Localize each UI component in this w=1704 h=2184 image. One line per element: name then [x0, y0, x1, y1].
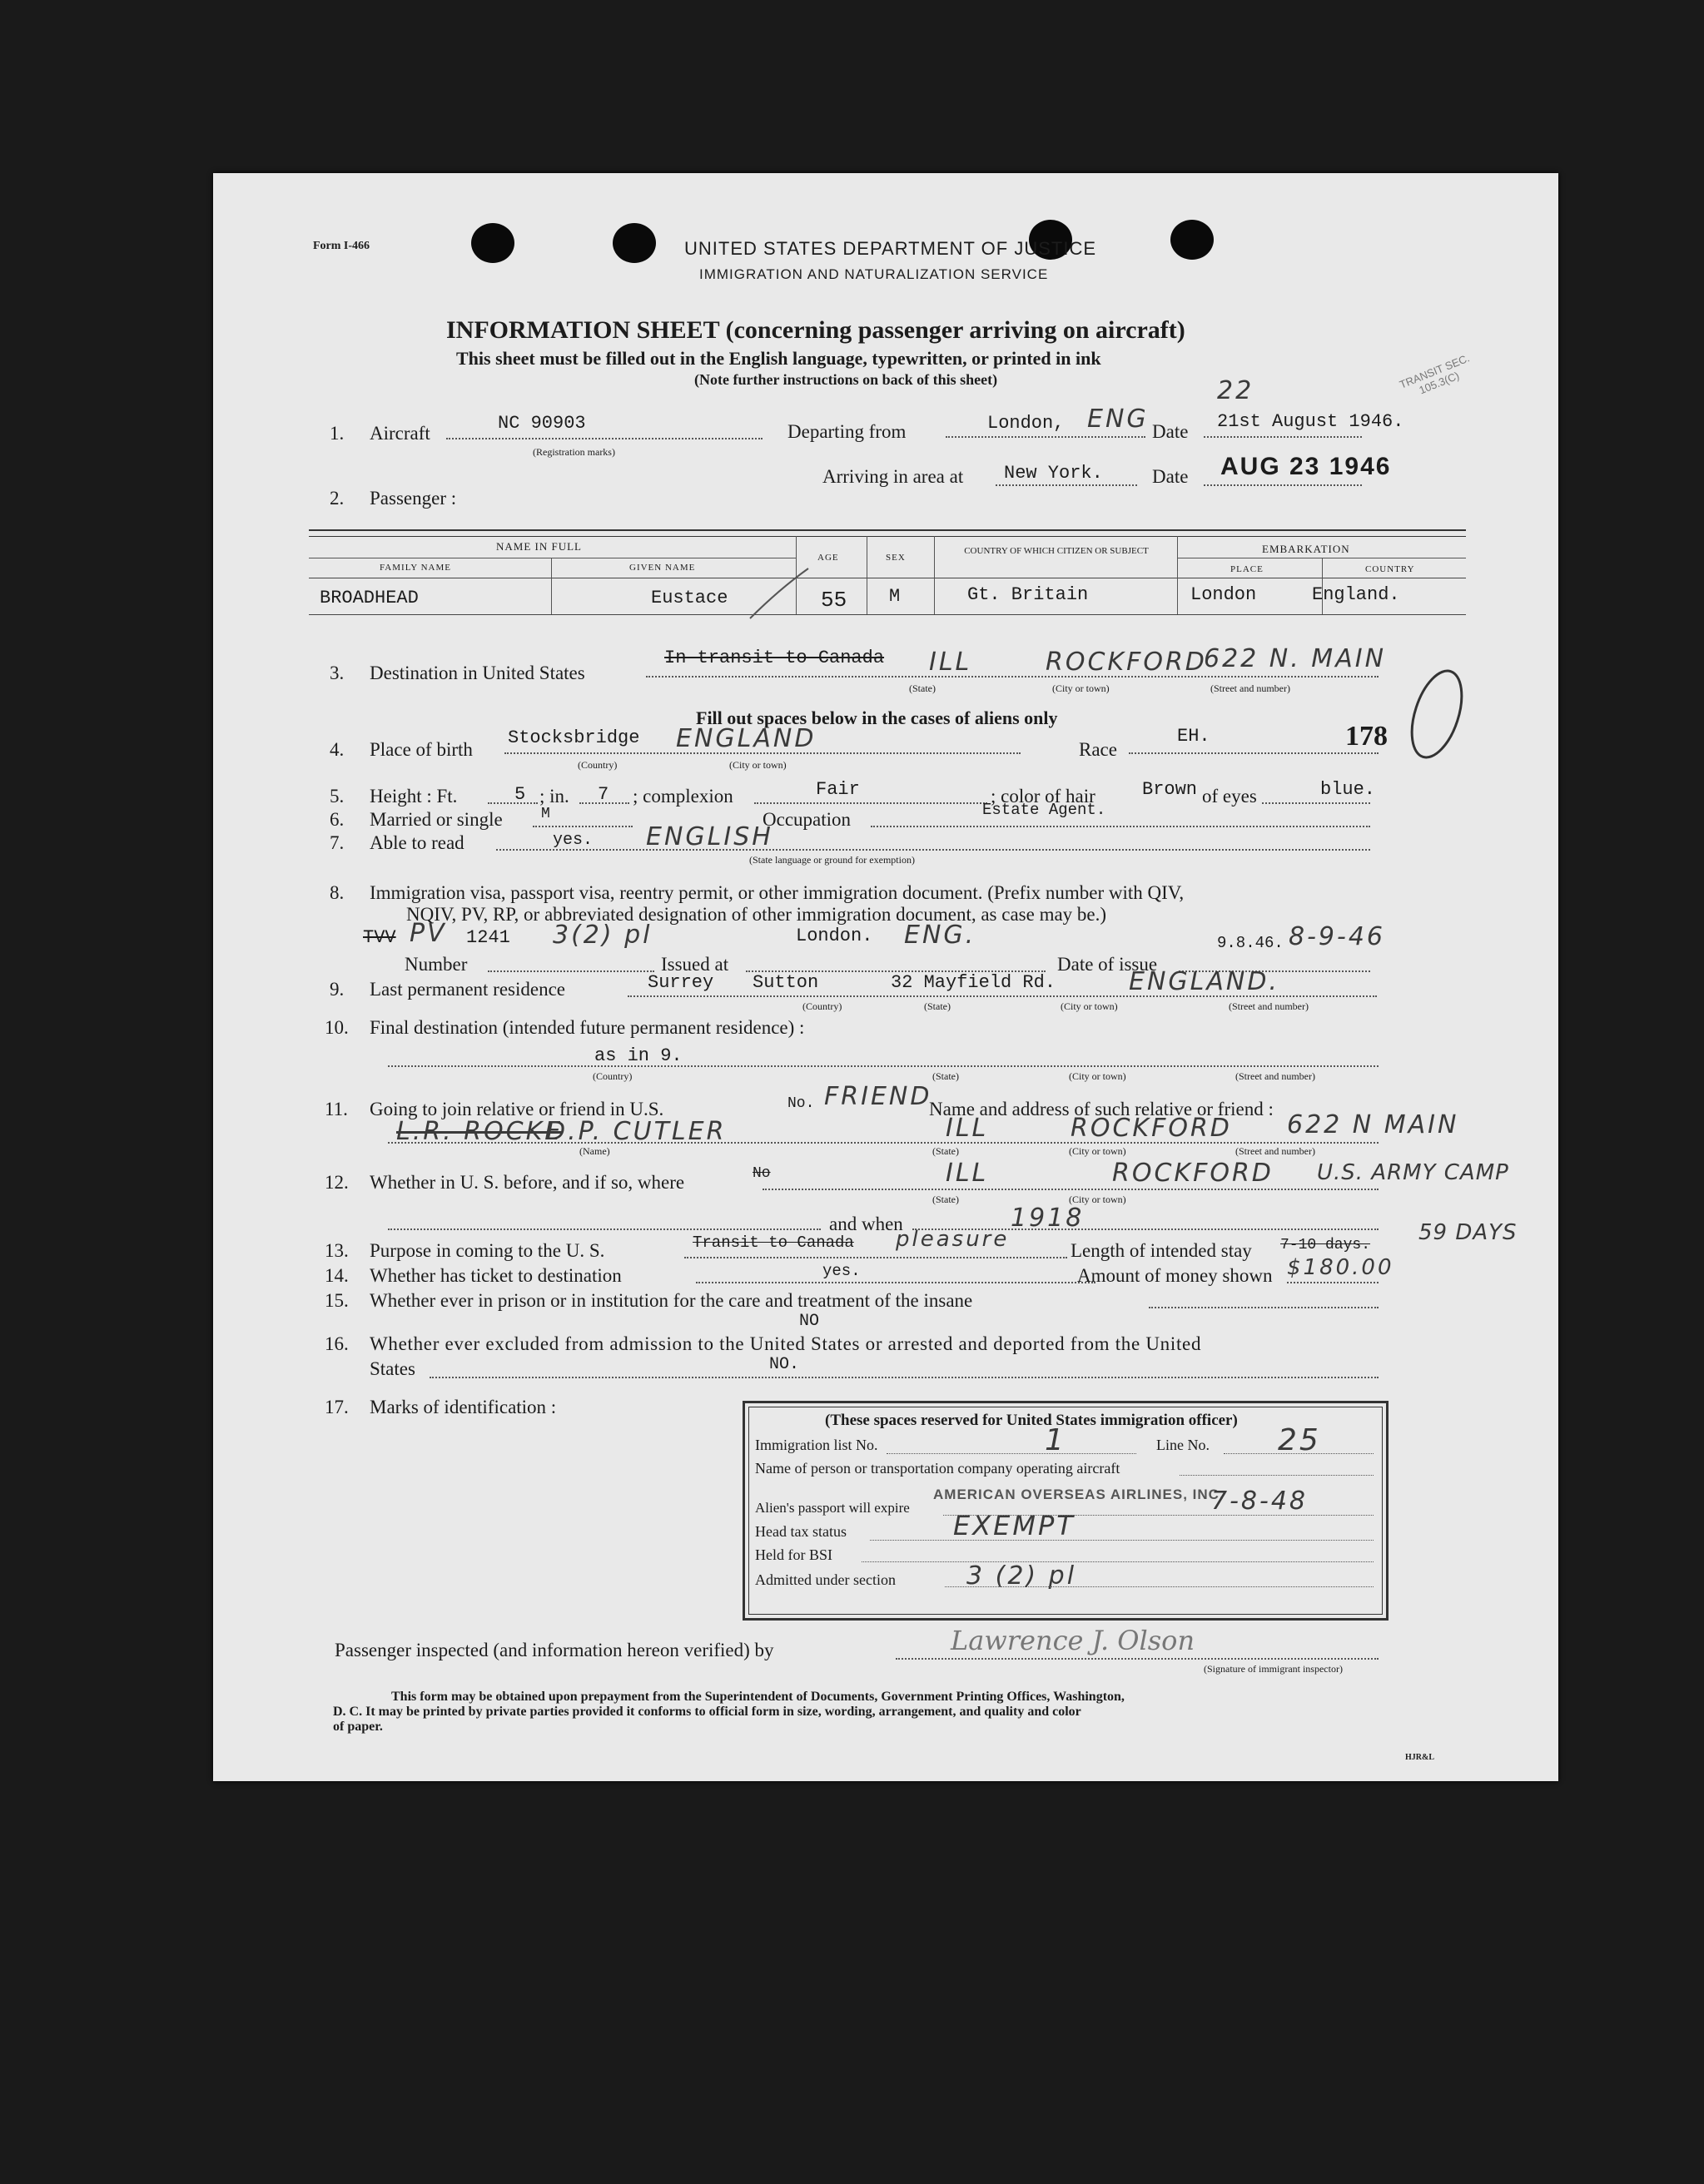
column-header: NAME IN FULL: [496, 540, 582, 553]
aircraft-value: NC 90903: [498, 413, 586, 434]
caption: (State): [932, 1194, 959, 1205]
punch-hole: [1170, 220, 1214, 260]
caption: (State language or ground for exemption): [749, 854, 915, 866]
caption: (City or town): [1069, 1194, 1126, 1205]
caption: (State): [932, 1145, 959, 1157]
excluded-label2: States: [370, 1358, 415, 1379]
residence-country-hand: ENGLAND.: [1129, 967, 1279, 996]
join-no: No.: [787, 1095, 815, 1112]
dotted-line: [579, 802, 629, 804]
dotted-line: [1204, 484, 1362, 486]
residence-label: Last permanent residence: [370, 979, 565, 1000]
dotted-line: [628, 995, 1377, 997]
read-label: Able to read: [370, 832, 465, 853]
column-header: COUNTRY: [1365, 564, 1415, 574]
hair-label: ; color of hair: [991, 786, 1095, 807]
caption: (City or town): [1069, 1070, 1126, 1082]
number-label: Number: [405, 954, 468, 975]
date-value: 21st August 1946.: [1217, 411, 1404, 432]
officer-box-title: (These spaces reserved for United States immigration officer): [825, 1412, 1238, 1429]
transit-stamp: TRANSIT SEC. 105.3(C): [1397, 351, 1472, 397]
caption: (State): [932, 1070, 959, 1082]
race-value: EH.: [1177, 726, 1210, 747]
doc-hand2: 3(2) pl: [553, 921, 653, 950]
residence-city: Sutton: [753, 972, 819, 993]
dotted-line: [388, 1142, 1379, 1144]
eyes-label: of eyes: [1202, 786, 1257, 807]
prison-value: NO: [799, 1312, 820, 1331]
issued-label: Issued at: [661, 954, 729, 975]
dotted-line: [488, 970, 654, 972]
column-header: FAMILY NAME: [380, 563, 451, 573]
item-number: 12.: [325, 1172, 349, 1193]
issue-date-hand: 8-9-46: [1289, 922, 1385, 951]
height-feet: 5: [514, 784, 526, 805]
length-struck: 7-10 days.: [1280, 1237, 1371, 1253]
doc-prefix: TVV: [363, 927, 396, 948]
arriving-value: New York.: [1004, 463, 1103, 484]
dotted-line: [754, 802, 987, 804]
item-number: 5.: [330, 786, 345, 807]
before-street: U.S. ARMY CAMP: [1317, 1160, 1509, 1185]
aircraft-label: Aircraft: [370, 423, 430, 444]
item-number: 3.: [330, 663, 345, 683]
caption: (Signature of immigrant inspector): [1204, 1663, 1343, 1675]
dotted-line: [646, 676, 1379, 678]
tax-label: Head tax status: [755, 1523, 847, 1540]
column-header: AGE: [817, 553, 839, 563]
arriving-label: Arriving in area at: [822, 466, 964, 487]
document-page: [213, 173, 1558, 1781]
footer-text: D. C. It may be printed by private parties provided it conforms to official form in size, wording, arrangement, and quality and color: [333, 1705, 1081, 1719]
destination-typed: In transit to Canada: [664, 648, 885, 668]
race-label: Race: [1079, 739, 1117, 760]
before-city: ROCKFORD: [1112, 1159, 1274, 1188]
excluded-value: NO.: [769, 1355, 800, 1374]
section-label: Admitted under section: [755, 1571, 896, 1588]
dotted-line: [1224, 1453, 1374, 1454]
hair-value: Brown: [1142, 779, 1198, 800]
complexion-label: ; complexion: [633, 786, 733, 807]
issued-hand: ENG.: [904, 921, 976, 950]
money-label: Amount of money shown: [1077, 1265, 1273, 1286]
footer-text: of paper.: [333, 1720, 383, 1734]
date2-label: Date: [1152, 466, 1189, 487]
read-value: yes.: [553, 831, 594, 850]
punch-hole: [613, 223, 656, 263]
dotted-line: [1149, 1307, 1379, 1308]
caption: (City or town): [1061, 1000, 1118, 1012]
occupation-label: Occupation: [763, 809, 852, 830]
item-number: 11.: [325, 1099, 348, 1119]
birth-label: Place of birth: [370, 739, 473, 760]
item-number: 10.: [325, 1017, 349, 1038]
dotted-line: [684, 1257, 1067, 1258]
visa-text: NQIV, PV, RP, or abbreviated designation of other immigration document, as case may be.): [406, 904, 1107, 925]
dotted-line: [388, 1065, 1379, 1067]
pen-stroke: [746, 564, 812, 623]
passenger-label: Passenger :: [370, 488, 457, 509]
caption: (Street and number): [1235, 1145, 1315, 1157]
punch-hole: [471, 223, 514, 263]
tax-value: EXEMPT: [953, 1510, 1076, 1541]
dotted-line: [1180, 1475, 1374, 1476]
dotted-line: [862, 1561, 1374, 1562]
column-header: EMBARKATION: [1262, 543, 1350, 555]
when-value: 1918: [1011, 1204, 1085, 1233]
join-friend: FRIEND: [824, 1082, 932, 1111]
destination-state: ILL: [929, 648, 972, 677]
caption: (Registration marks): [533, 446, 615, 458]
dotted-line: [488, 802, 538, 804]
date-label: Date: [1152, 421, 1189, 442]
caption: (City or town): [729, 759, 787, 771]
ticket-value: yes.: [822, 1262, 861, 1280]
caption: (City or town): [1052, 682, 1110, 694]
dotted-line: [946, 436, 1145, 438]
form-title: INFORMATION SHEET (concerning passenger arriving on aircraft): [446, 316, 1185, 344]
table-cell: Eustace: [651, 588, 728, 608]
destination-street: 622 N. MAIN: [1204, 644, 1387, 673]
table-cell: 55: [821, 588, 847, 613]
identification-label: Marks of identification :: [370, 1397, 557, 1417]
friend-city: ROCKFORD: [1071, 1114, 1232, 1143]
officer-box: [743, 1401, 1389, 1621]
item-number: 4.: [330, 739, 345, 760]
dotted-line: [504, 752, 1021, 754]
residence-country: Surrey: [648, 972, 714, 993]
passport-value: 7-8-48: [1211, 1487, 1308, 1516]
dotted-line: [1262, 802, 1370, 804]
destination-city: ROCKFORD: [1046, 648, 1207, 677]
friend-street: 622 N MAIN: [1287, 1110, 1459, 1139]
form-instruction: This sheet must be filled out in the English language, typewritten, or printed in ink: [456, 348, 1101, 369]
item-number: 8.: [330, 882, 345, 903]
table-cell: Gt. Britain: [967, 584, 1089, 605]
dotted-line: [446, 438, 763, 439]
dotted-line: [870, 1540, 1374, 1541]
inches-label: ; in.: [539, 786, 569, 807]
item-number: 6.: [330, 809, 345, 830]
dotted-line: [996, 484, 1137, 486]
married-value: M: [541, 806, 550, 822]
money-value: $180.00: [1287, 1255, 1394, 1280]
printer-mark: HJR&L: [1405, 1753, 1434, 1762]
name-address-label: Name and address of such relative or friend :: [929, 1099, 1274, 1119]
item-number: 15.: [325, 1290, 349, 1311]
table-cell: London: [1190, 584, 1257, 605]
line-label: Line No.: [1156, 1437, 1210, 1453]
caption: (Country): [802, 1000, 842, 1012]
form-note: (Note further instructions on back of this sheet): [694, 371, 998, 388]
issue-date-label: Date of issue: [1057, 954, 1158, 975]
doc-hand: PV: [410, 919, 447, 948]
doc-number: 1241: [466, 927, 510, 948]
married-label: Married or single: [370, 809, 503, 830]
dotted-line: [696, 1282, 1095, 1283]
before-state: ILL: [946, 1159, 989, 1188]
dotted-line: [533, 826, 633, 827]
purpose-typed: Transit to Canada: [693, 1233, 854, 1252]
when-label: and when: [829, 1214, 903, 1234]
arrival-date-stamp: AUG 23 1946: [1220, 453, 1392, 480]
bsi-label: Held for BSI: [755, 1546, 832, 1563]
department-name: UNITED STATES DEPARTMENT OF JUSTICE: [684, 238, 1097, 259]
issued-typed: London.: [796, 926, 873, 946]
list-value: 1: [1045, 1423, 1066, 1457]
inspector-signature: Lawrence J. Olson: [951, 1625, 1195, 1656]
departing-value: London,: [987, 413, 1065, 434]
service-name: IMMIGRATION AND NATURALIZATION SERVICE: [699, 266, 1049, 282]
height-label: Height : Ft.: [370, 786, 458, 807]
dotted-line: [430, 1377, 1379, 1378]
before-struck: No: [753, 1165, 771, 1182]
column-header: COUNTRY OF WHICH CITIZEN OR SUBJECT: [964, 546, 1149, 556]
dotted-line: [1287, 1282, 1379, 1283]
destination-label: Destination in United States: [370, 663, 585, 683]
friend-name-struck: L.R. ROCKE: [396, 1117, 564, 1146]
purpose-label: Purpose in coming to the U. S.: [370, 1240, 605, 1261]
visa-text: Immigration visa, passport visa, reentry permit, or other immigration document. (Prefix number with QIV,: [370, 882, 1185, 903]
passport-label: Alien's passport will expire: [755, 1500, 910, 1516]
prison-label: Whether ever in prison or in institution for the care and treatment of the insane: [370, 1290, 973, 1311]
line-value: 25: [1278, 1423, 1321, 1457]
item-number: 2.: [330, 488, 345, 509]
caption: (State): [924, 1000, 951, 1012]
ticket-label: Whether has ticket to destination: [370, 1265, 622, 1286]
code-number: 178: [1345, 721, 1388, 752]
dotted-line: [945, 1586, 1374, 1587]
table-cell: M: [889, 586, 901, 607]
pen-oval: [1395, 664, 1478, 764]
form-number: Form I-466: [313, 240, 370, 252]
occupation-value: Estate Agent.: [982, 801, 1106, 819]
dotted-line: [1204, 436, 1362, 438]
caption: (Street and number): [1210, 682, 1290, 694]
excluded-label: Whether ever excluded from admission to the United States or arrested and deported from the United: [370, 1333, 1202, 1354]
item-number: 14.: [325, 1265, 349, 1286]
eyes-value: blue.: [1320, 779, 1376, 800]
dotted-line: [896, 1658, 1379, 1660]
friend-state: ILL: [946, 1114, 989, 1143]
item-number: 17.: [325, 1397, 349, 1417]
final-destination-value: as in 9.: [594, 1045, 683, 1066]
footer-text: This form may be obtained upon prepayment from the Superintendent of Documents, Government Printing Offices, Washington,: [391, 1690, 1125, 1704]
birth-country-hand: ENGLAND: [676, 724, 817, 753]
departing-label: Departing from: [787, 421, 907, 442]
length-label: Length of intended stay: [1071, 1240, 1252, 1261]
dotted-line: [871, 826, 1370, 827]
friend-name: D.P. CUTLER: [546, 1117, 727, 1146]
dotted-line: [887, 1453, 1136, 1454]
company-stamp: AMERICAN OVERSEAS AIRLINES, INC.: [933, 1487, 1225, 1502]
column-header: GIVEN NAME: [629, 563, 696, 573]
dotted-line: [1129, 752, 1379, 754]
final-destination-label: Final destination (intended future permanent residence) :: [370, 1017, 805, 1038]
length-hand: 59 DAYS: [1418, 1220, 1518, 1245]
dotted-line: [388, 1228, 821, 1230]
inspector-label: Passenger inspected (and information hereon verified) by: [335, 1640, 774, 1660]
issue-date-typed: 9.8.46.: [1217, 934, 1284, 952]
item-number: 16.: [325, 1333, 349, 1354]
complexion-value: Fair: [816, 779, 860, 800]
caption: (Name): [579, 1145, 610, 1157]
dotted-line: [763, 1189, 1379, 1190]
item-number: 13.: [325, 1240, 349, 1261]
caption: (Country): [578, 759, 618, 771]
birth-value: Stocksbridge: [508, 727, 640, 748]
read-hand: ENGLISH: [646, 822, 773, 851]
company-label: Name of person or transportation company operating aircraft: [755, 1460, 1120, 1477]
column-header: SEX: [886, 553, 906, 563]
item-number: 9.: [330, 979, 345, 1000]
column-header: PLACE: [1230, 564, 1264, 574]
date-hand: 22: [1217, 376, 1254, 405]
height-inches: 7: [598, 784, 609, 805]
purpose-hand: pleasure: [896, 1227, 1010, 1252]
section-value: 3 (2) pl: [966, 1561, 1077, 1591]
table-cell: BROADHEAD: [320, 588, 419, 608]
caption: (Street and number): [1229, 1000, 1309, 1012]
table-cell: England.: [1312, 584, 1400, 605]
item-number: 1.: [330, 423, 345, 444]
before-label: Whether in U. S. before, and if so, where: [370, 1172, 685, 1193]
dotted-line: [496, 849, 1370, 851]
item-number: 7.: [330, 832, 345, 853]
caption: (Street and number): [1235, 1070, 1315, 1082]
join-label: Going to join relative or friend in U.S.: [370, 1099, 664, 1119]
caption: (State): [909, 682, 936, 694]
caption: (Country): [593, 1070, 633, 1082]
aliens-heading: Fill out spaces below in the cases of aliens only: [696, 707, 1058, 728]
departing-hand: ENG: [1087, 405, 1149, 434]
residence-street: 32 Mayfield Rd.: [891, 972, 1056, 993]
caption: (City or town): [1069, 1145, 1126, 1157]
list-label: Immigration list No.: [755, 1437, 878, 1453]
